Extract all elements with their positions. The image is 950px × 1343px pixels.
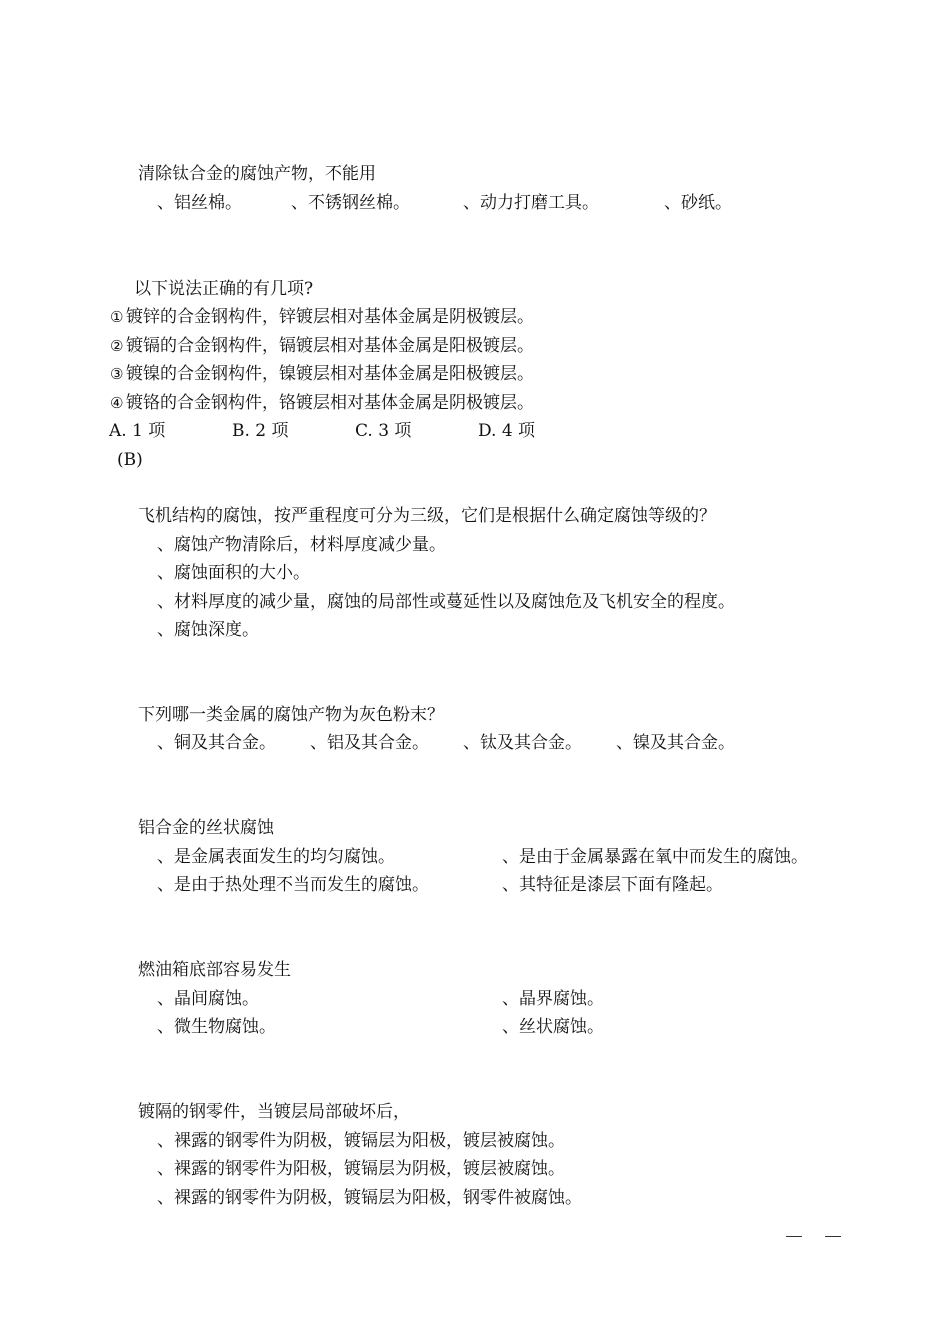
question-1-option-d: 、砂纸。 — [664, 193, 732, 213]
question-3-option-a: 、腐蚀产物清除后，材料厚度减少量。 — [157, 535, 446, 555]
question-4-option-d: 、镍及其合金。 — [616, 733, 735, 753]
question-7-option-b: 、裸露的钢零件为阳极，镀镉层为阴极，镀层被腐蚀。 — [157, 1159, 565, 1179]
question-1-option-a: 、铝丝棉。 — [157, 193, 242, 213]
question-4-option-b: 、铝及其合金。 — [310, 733, 429, 753]
question-5-option-d: 、其特征是漆层下面有隆起。 — [502, 875, 723, 895]
question-3-option-b: 、腐蚀面积的大小。 — [157, 563, 310, 583]
question-4-option-c: 、钛及其合金。 — [463, 733, 582, 753]
question-2-statement-2: ② 镀镉的合金钢构件，镉镀层相对基体金属是阳极镀层。 — [110, 336, 534, 356]
question-2-answer: (B) — [117, 450, 143, 470]
footer-dash-right — [825, 1236, 841, 1237]
question-2-option-d: D. 4 项 — [478, 421, 536, 441]
question-5-stem: 铝合金的丝状腐蚀 — [138, 818, 274, 838]
question-2-option-b: B. 2 项 — [232, 421, 289, 441]
question-6-option-b: 、晶界腐蚀。 — [502, 989, 604, 1009]
question-3-stem: 飞机结构的腐蚀，按严重程度可分为三级，它们是根据什么确定腐蚀等级的？ — [138, 506, 716, 526]
question-5-option-c: 、是由于热处理不当而发生的腐蚀。 — [157, 875, 429, 895]
question-6-option-d: 、丝状腐蚀。 — [502, 1017, 604, 1037]
question-2-stem: 以下说法正确的有几项? — [134, 279, 314, 299]
question-6-option-a: 、晶间腐蚀。 — [157, 989, 259, 1009]
question-7-option-c: 、裸露的钢零件为阴极，镀镉层为阳极，钢零件被腐蚀。 — [157, 1188, 582, 1208]
circled-2-marker: ② — [110, 337, 124, 355]
question-7-stem: 镀隔的钢零件，当镀层局部破坏后， — [138, 1102, 410, 1122]
circled-1-marker: ① — [110, 308, 124, 326]
question-5-option-b: 、是由于金属暴露在氧中而发生的腐蚀。 — [502, 847, 808, 867]
footer-dash-left — [786, 1236, 802, 1237]
question-4-option-a: 、铜及其合金。 — [157, 733, 276, 753]
question-2-statement-4: ④ 镀铬的合金钢构件，铬镀层相对基体金属是阴极镀层。 — [110, 393, 534, 413]
question-1-option-c: 、动力打磨工具。 — [463, 193, 599, 213]
circled-4-marker: ④ — [110, 394, 124, 412]
question-2-option-a: A. 1 项 — [109, 421, 166, 441]
question-2-statement-1: ① 镀锌的合金钢构件，锌镀层相对基体金属是阴极镀层。 — [110, 307, 534, 327]
question-2-option-c: C. 3 项 — [355, 421, 412, 441]
question-1-option-b: 、不锈钢丝棉。 — [291, 193, 410, 213]
question-4-stem: 下列哪一类金属的腐蚀产物为灰色粉末？ — [138, 705, 444, 725]
question-5-option-a: 、是金属表面发生的均匀腐蚀。 — [157, 847, 395, 867]
question-3-option-c: 、材料厚度的减少量，腐蚀的局部性或蔓延性以及腐蚀危及飞机安全的程度。 — [157, 592, 735, 612]
question-6-stem: 燃油箱底部容易发生 — [138, 960, 291, 980]
circled-3-marker: ③ — [110, 365, 124, 383]
question-2-statement-3: ③ 镀镍的合金钢构件，镍镀层相对基体金属是阳极镀层。 — [110, 364, 534, 384]
question-1-stem: 清除钛合金的腐蚀产物，不能用 — [138, 164, 376, 184]
question-3-option-d: 、腐蚀深度。 — [157, 620, 259, 640]
question-6-option-c: 、微生物腐蚀。 — [157, 1017, 276, 1037]
question-7-option-a: 、裸露的钢零件为阴极，镀镉层为阳极，镀层被腐蚀。 — [157, 1131, 565, 1151]
